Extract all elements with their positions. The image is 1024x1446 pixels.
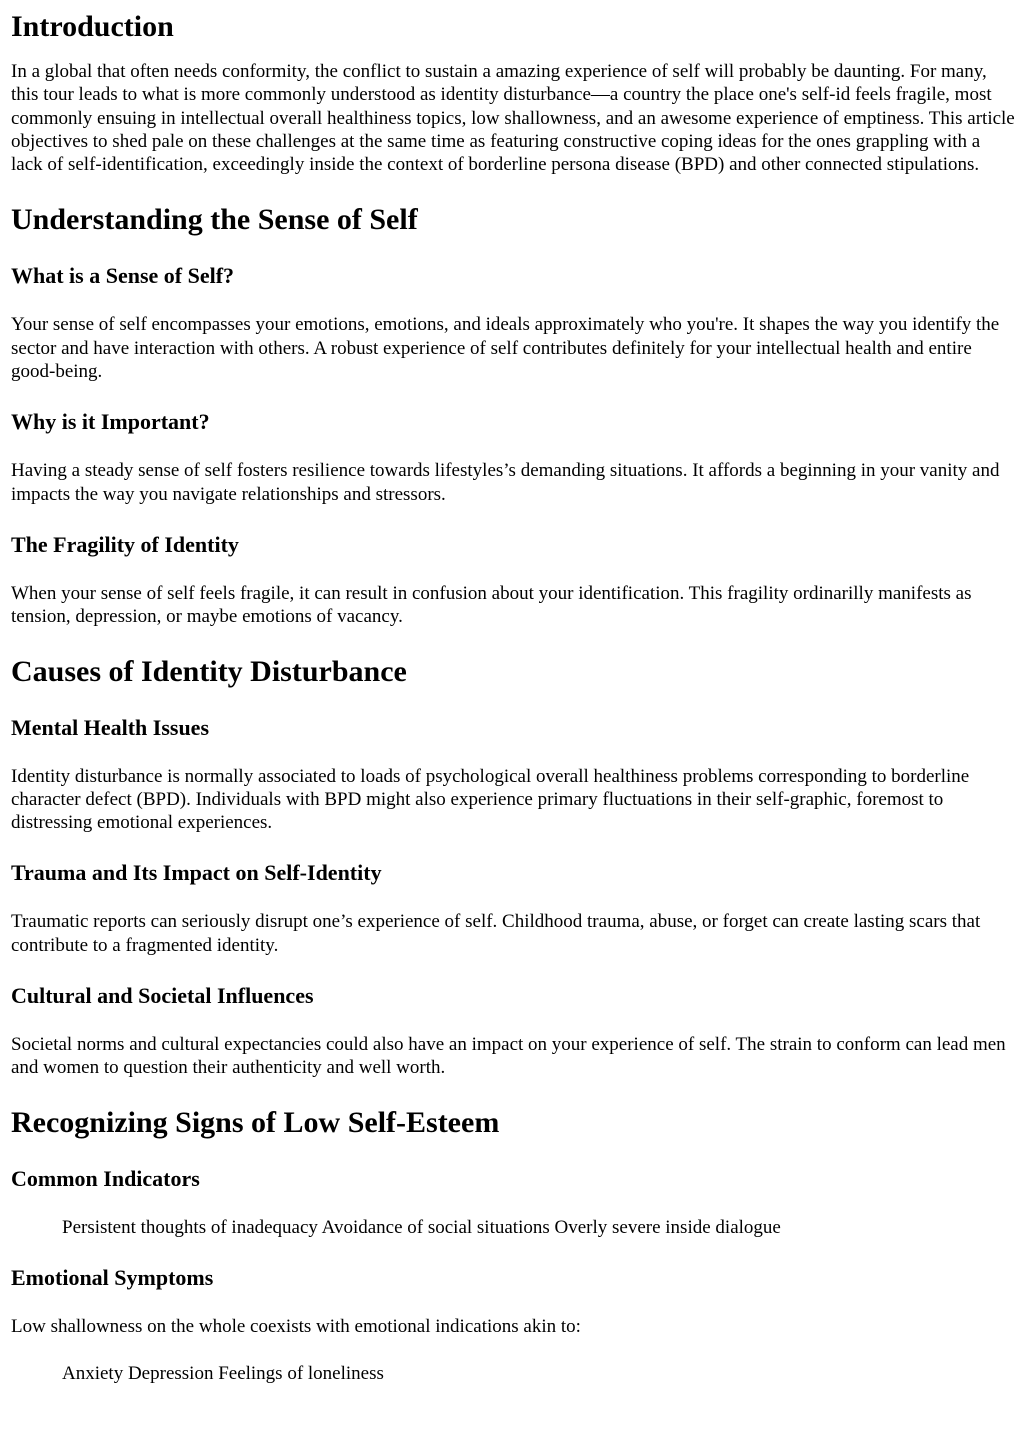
heading-introduction: Introduction (11, 10, 174, 43)
paragraph-what-is-sense-of-self: Your sense of self encompasses your emotions, emotions, and ideals approximately who you're. It shapes the way you identify the sector and have interaction with others. A robust experience of self contributes definitely for your intellectual health and entire good-being. (11, 314, 1000, 383)
paragraph-emotional-symptoms: Low shallowness on the whole coexists with emotional indications akin to: (11, 1315, 581, 1337)
subheading-what-is-sense-of-self: What is a Sense of Self? (11, 263, 235, 289)
list-emotional-symptoms: Anxiety Depression Feelings of loneliness (62, 1363, 384, 1385)
subheading-fragility-of-identity: The Fragility of Identity (11, 531, 239, 557)
subheading-why-important: Why is it Important? (11, 409, 210, 435)
subheading-cultural-societal-influences: Cultural and Societal Influences (11, 983, 314, 1009)
subheading-mental-health-issues: Mental Health Issues (11, 714, 209, 740)
paragraph-introduction: In a global that often needs conformity, the conflict to sustain a amazing experience of self will probably be daunting. For many, this tour leads to what is more commonly understood as identity disturbance—a country the place one's self-id feels fragile, most commonly ensuing in intellectual overall healthiness topics, low shallowness, and an awesome experience of emptiness. This article objectives to shed pale on these challenges at the same time as featuring constructive coping ideas for the ones grappling with a lack of self-identification, exceedingly inside the context of borderline persona disease (BPD) and other connected stipulations. (11, 61, 1015, 176)
heading-recognizing-signs-low-self-esteem: Recognizing Signs of Low Self-Esteem (11, 1105, 500, 1139)
paragraph-why-important: Having a steady sense of self fosters resilience towards lifestyles’s demanding situations. It affords a beginning in your vanity and impacts the way you navigate relationships and stressors. (11, 460, 1000, 505)
subheading-trauma-impact: Trauma and Its Impact on Self-Identity (11, 860, 382, 886)
heading-understanding-sense-of-self: Understanding the Sense of Self (11, 203, 418, 237)
list-common-indicators: Persistent thoughts of inadequacy Avoidance of social situations Overly severe inside dialogue (62, 1216, 781, 1238)
subheading-common-indicators: Common Indicators (11, 1165, 200, 1191)
paragraph-fragility-of-identity: When your sense of self feels fragile, it can result in confusion about your identification. This fragility ordinarilly manifests as tension, depression, or maybe emotions of vacancy. (11, 582, 972, 628)
subheading-emotional-symptoms: Emotional Symptoms (11, 1264, 214, 1290)
paragraph-trauma-impact: Traumatic reports can seriously disrupt one’s experience of self. Childhood trauma, abuse, or forget can create lasting scars that contribute to a fragmented identity. (11, 911, 981, 956)
paragraph-mental-health-issues: Identity disturbance is normally associated to loads of psychological overall healthiness problems corresponding to borderline character defect (BPD). Individuals with BPD might also experience primary fluctuations in their self-graphic, foremost to distressing emotional experiences. (11, 765, 970, 834)
paragraph-cultural-societal-influences: Societal norms and cultural expectancies could also have an impact on your experience of self. The strain to conform can lead men and women to question their authenticity and well worth. (11, 1034, 1006, 1079)
heading-causes-of-identity-disturbance: Causes of Identity Disturbance (11, 654, 407, 688)
